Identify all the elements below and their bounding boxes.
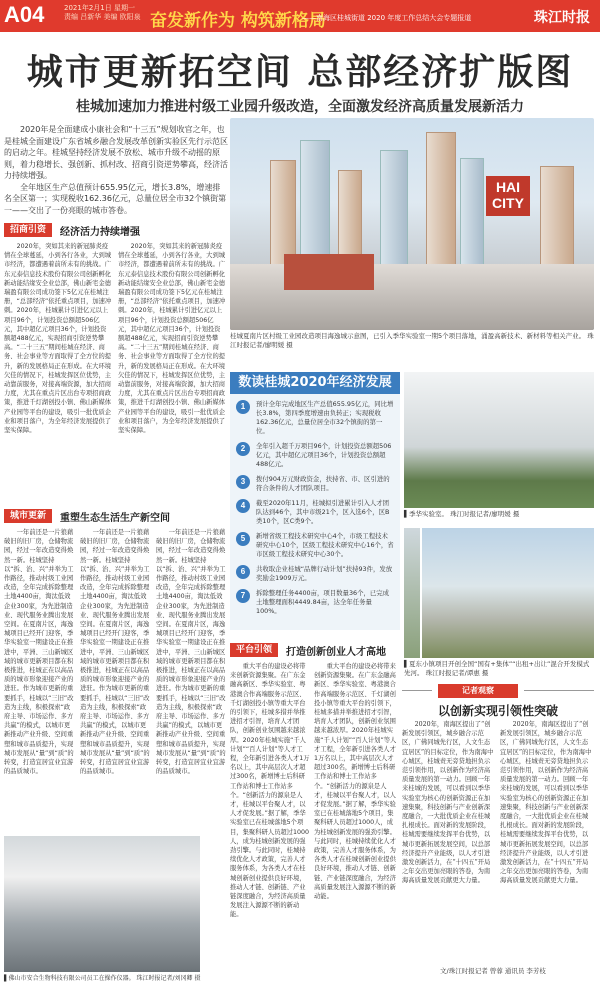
lead-p2: 全年地区生产总值预计655.95亿元，增长3.8%，增速排名全区第一；实现税收162.36亿元，总量位居全市32个镇街第一——交出了一份亮眼的城市答卷。 [4, 182, 227, 215]
data-item [236, 589, 394, 616]
section-label: 招商引资 [4, 223, 52, 237]
section-investment-text-2 [118, 242, 226, 504]
divider [524, 690, 594, 691]
lab-worker-caption: ▌佛山市安合生物科技有限公司员工在操作仪器。 珠江时报记者/刘冈卿 摄 [4, 975, 201, 982]
date-line-2: 责编 吕新华 美编 欧阳泉 [64, 13, 141, 21]
commentary-credit: 文/珠江时报记者 曾蓉 通讯员 李芳枝 [440, 967, 546, 975]
section-renewal-text-3 [156, 528, 228, 828]
section-investment-text [4, 242, 112, 504]
lab-photo [404, 372, 594, 508]
town-photo-caption: ▌夏东小镇项目开创全国“国有+集体”“出租+出让”混合开发模式先河。 珠江时报记者/谭惠 摄 [404, 660, 590, 677]
section-body: 一年前还是一片狼藉破旧的旧厂房，仓储物流园，经过一年改造变得焕然一新。桂城坚持以“拆、治、兴”并举为工作路径，推动村级工业园改造，全年完成拆除整理土地4400亩，淘汰低效企业300家，为先进制造业、现代服务业腾出发展空间。在夏南片区，海逸城项目已经开门迎客，季华实验室一期建设正在推进中，平洲、三山新城区域的城市更新项目都在积极推进，桂城正在以高品质的城市形象迎接产业的进驻。作为城市更新的重要抓手，桂城以“三旧”改造为主线，积极探索“政府主导、市场运作、多方共赢”的模式，以城市更新推动产业升级、空间重塑和城市品质提升，实现城市发展从“量”到“质”的转变，打造宜居宜业宜游的品质城市。 [4, 529, 74, 776]
lead-p1: 2020年是全面建成小康社会和“十三五”规划收官之年，也是桂城全面建设广东省城乡融合发展改革创新实验区先行示范区的启动之年。桂城坚持经济发展不放松、城市升级不动摇的原则，着力稳增长、强创新、抓村改、招商引资逆势攀高，经济活力持续增强。 [4, 125, 228, 180]
data-item-number: 6 [236, 565, 250, 579]
lead-paragraph [4, 124, 228, 216]
data-item-number: 1 [236, 400, 250, 414]
commentary-text-2 [500, 720, 594, 958]
brand-logo: 珠江时报 [534, 10, 590, 26]
date-line-1: 2021年2月1日 星期一 [64, 4, 135, 12]
data-box-title: 数读桂城2020年经济发展 [230, 372, 400, 394]
data-item-text: 截至2020年11月，桂城拟引进累计引入人才团队达到46个，其中市级21个，区入选6个，区B类10个，区C类9个。 [256, 499, 390, 525]
data-item [236, 442, 394, 469]
data-item-text: 拆除整理任务4400亩，项目数量36个，已完成土地整理面积4449.84亩，达全年任务量100%。 [256, 589, 390, 615]
data-item-text: 拨付904万元财政资金，扶持省、市、区引进的符合条件的人才团队项目。 [256, 475, 390, 492]
section-renewal-head [4, 508, 170, 524]
data-item [236, 532, 394, 559]
data-item [236, 499, 394, 526]
hai-city-sign: HAI CITY [486, 176, 530, 216]
header-slogan: 奋发新作为 构筑新格局 [150, 11, 326, 31]
section-platform-head [230, 642, 386, 658]
column-name: ——南海区桂城街道 2020 年度工作总结大会专题报道 [302, 14, 472, 22]
commentary-body: 2020年，南海区提出了“创新发展引领区，城乡融合示范区，广佛同城先行区，人文生态宜居区”的目标定位，作为南海中心城区，桂城责无旁贷地担负示范引领作用，以创新作为经济高质量发展的第一动力。回顾一年来桂城的发展，可以看到以季华实验室为核心的创新资源正在加速集聚，科技创新与产业创新深度融合，一大批优质企业在桂城扎根成长。面对新的发展阶段，桂城需要继续发挥平台优势，以城市更新拓展发展空间，以总部经济提升产业能级，以人才引进激发创新活力，在“十四五”开局之年交出更加亮眼的答卷，为南海高质量发展贡献更大力量。 [402, 721, 494, 885]
section-body-cont: 一年前还是一片狼藉破旧的旧厂房，仓储物流园，经过一年改造变得焕然一新。桂城坚持以“拆、治、兴”并举为工作路径，推动村级工业园改造，全年完成拆除整理土地4400亩，淘汰低效企业300家，为先进制造业、现代服务业腾出发展空间。在夏南片区，海逸城项目已经开门迎客，季华实验室一期建设正在推进中，平洲、三山新城区域的城市更新项目都在积极推进，桂城正在以高品质的城市形象迎接产业的进驻。作为城市更新的重要抓手，桂城以“三旧”改造为主线，积极探索“政府主导、市场运作、多方共赢”的模式，以城市更新推动产业升级、空间重塑和城市品质提升，实现城市发展从“量”到“质”的转变，打造宜居宜业宜游的品质城市。 [156, 529, 226, 776]
section-body-cont: 一年前还是一片狼藉破旧的旧厂房，仓储物流园，经过一年改造变得焕然一新。桂城坚持以“拆、治、兴”并举为工作路径，推动村级工业园改造，全年完成拆除整理土地4400亩，淘汰低效企业300家，为先进制造业、现代服务业腾出发展空间。在夏南片区，海逸城项目已经开门迎客，季华实验室一期建设正在推进中，平洲、三山新城区域的城市更新项目都在积极推进，桂城正在以高品质的城市形象迎接产业的进驻。作为城市更新的重要抓手，桂城以“三旧”改造为主线，积极探索“政府主导、市场运作、多方共赢”的模式，以城市更新推动产业升级、空间重塑和城市品质提升，实现城市发展从“量”到“质”的转变，打造宜居宜业宜游的品质城市。 [80, 529, 150, 776]
commentary-body-cont: 2020年，南海区提出了“创新发展引领区，城乡融合示范区，广佛同城先行区，人文生态宜居区”的目标定位，作为南海中心城区，桂城责无旁贷地担负示范引领作用，以创新作为经济高质量发展的第一动力。回顾一年来桂城的发展，可以看到以季华实验室为核心的创新资源正在加速集聚，科技创新与产业创新深度融合，一大批优质企业在桂城扎根成长。面对新的发展阶段，桂城需要继续发挥平台优势，以城市更新拓展发展空间，以总部经济提升产业能级，以人才引进激发创新活力，在“十四五”开局之年交出更加亮眼的答卷，为南海高质量发展贡献更大力量。 [500, 721, 592, 885]
data-item-text: 全年引入超千万项目96个，计划投资总额超506亿元，其中超亿元项目36个，计划投资总额超488亿元。 [256, 442, 392, 468]
section-title: 经济活力持续增强 [60, 226, 141, 238]
data-item [236, 400, 394, 436]
main-photo [230, 118, 594, 330]
section-renewal-text [4, 528, 76, 828]
town-photo [422, 528, 594, 658]
data-item-number: 3 [236, 475, 250, 489]
section-body: 2020年，突如其来的新冠肺炎疫情在全球蔓延，小到各行各业，大到城市经济，都遭遇着前所未有的挑战。广东元泰信息技术股份有限公司创新孵化新动能结缘安全业总部，佛山新宅金德瑞盈有限公司成功签下5亿元在桂城注册，“总部经济”依托重点项目，加速冲刺。2020年，桂城累计引进亿元以上项目96个，计划投资总额超506亿元，其中超亿元项目36个，计划投资额超488亿元，实现招商引资逆势攀高。“二十三五”期间桂城在经济、商务、社会事业等方面取得了全方位的提升，新的发展格局正在形成。在大环境欠佳的情况下，桂城发挥区位优势，主动靠前服务，对接高端资源，加大招商力度，尤其在重点片区出台专项招商政策，推进千灯湖创投小镇、佛山新媒体产业园等平台的建设，吸引一批优质企业和项目落户，为全年经济发展提供了坚实保障。 [4, 243, 112, 435]
section-renewal-text-2 [80, 528, 152, 828]
section-platform-text [230, 662, 310, 962]
lab-photo-caption: ▌季华实验室。 珠江时报记者/廖明媛 摄 [404, 510, 520, 518]
data-item-number: 5 [236, 532, 250, 546]
data-item-number: 7 [236, 589, 250, 603]
data-item-text: 新增省级工程技术研究中心4个，市级工程技术研究中心10个，区级工程技术研究中心16个，省市区级工程技术研究中心30个。 [256, 532, 394, 558]
section-title: 打造创新创业人才高地 [286, 646, 387, 658]
data-box [230, 372, 400, 630]
data-item-number: 4 [236, 499, 250, 513]
commentary-text [402, 720, 496, 958]
section-label: 平台引领 [230, 643, 278, 657]
lab-worker-photo [4, 836, 200, 972]
section-body: 重大平台的建设必将带来创新资源集聚。在广东金融高新区、季华实验室、粤港澳合作高端服务示范区、千灯湖创投小镇等重大平台的引领下，桂城多措并举推进招才引智，培育人才团队，创新创业氛围越来越浓厚。2020年桂城实施“千人计划”“百人计划”等人才工程，全年新引进各类人才1万名以上，其中高层次人才超过300名，新增博士后科研工作站和博士工作站多个。“创新活力的源泉是人才，桂城以平台聚人才，以人才促发展。”据了解，季华实验室已在桂城落地5个项目，集聚科研人员超过1000人，成为桂城创新发展的强劲引擎。与此同时，桂城持续优化人才政策，完善人才服务体系，为各类人才在桂城创新创业提供良好环境，推动人才链、创新链、产业链深度融合，为经济高质量发展注入源源不断的新动能。 [230, 663, 310, 919]
divider [402, 690, 432, 691]
commentary-title: 以创新实现引领性突破 [437, 704, 558, 718]
main-photo-caption: 桂城夏南片区村级工业园改造项目海逸城示意图，已引入季华实验室一期5个项目落地，涌盈高新技术、新材料等相关产业。 珠江时报记者/廖明媛 摄 [230, 332, 594, 349]
data-item-text: 预计全年完成地区生产总值655.95亿元，同比增长3.8%，第四季度增速由负转正；实现税收162.36亿元，总量位居全市32个镇街的第一位。 [256, 400, 394, 435]
commentary-label: 记者观察 [438, 684, 518, 698]
section-body-cont: 重大平台的建设必将带来创新资源集聚。在广东金融高新区、季华实验室、粤港澳合作高端服务示范区、千灯湖创投小镇等重大平台的引领下，桂城多措并举推进招才引智，培育人才团队，创新创业氛围越来越浓厚。2020年桂城实施“千人计划”“百人计划”等人才工程，全年新引进各类人才1万名以上，其中高层次人才超过300名，新增博士后科研工作站和博士工作站多个。“创新活力的源泉是人才，桂城以平台聚人才，以人才促发展。”据了解，季华实验室已在桂城落地5个项目，集聚科研人员超过1000人，成为桂城创新发展的强劲引擎。与此同时，桂城持续优化人才政策，完善人才服务体系，为各类人才在桂城创新创业提供良好环境，推动人才链、创新链、产业链深度融合，为经济高质量发展注入源源不断的新动能。 [314, 663, 397, 901]
data-item-text: 共收取企业桂城“品牌行动计划”扶持93件，发放奖励金1909万元。 [256, 565, 393, 582]
headline: 城市更新拓空间 总部经济扩版图 [26, 52, 574, 93]
subheadline: 桂城加速加力推进村级工业园升级改造，全面激发经济高质量发展新活力 [76, 99, 524, 115]
side-photo [404, 528, 420, 658]
section-platform-text-2 [314, 662, 398, 962]
section-body-cont: 2020年，突如其来的新冠肺炎疫情在全球蔓延，小到各行各业，大到城市经济，都遭遇着前所未有的挑战。广东元泰信息技术股份有限公司创新孵化新动能结缘安全业总部，佛山新宅金德瑞盈有限公司成功签下5亿元在桂城注册，“总部经济”依托重点项目，加速冲刺。2020年，桂城累计引进亿元以上项目96个，计划投资总额超506亿元，其中超亿元项目36个，计划投资额超488亿元，实现招商引资逆势攀高。“二十三五”期间桂城在经济、商务、社会事业等方面取得了全方位的提升，新的发展格局正在形成。在大环境欠佳的情况下，桂城发挥区位优势，主动靠前服务，对接高端资源，加大招商力度，尤其在重点片区出台专项招商政策，推进千灯湖创投小镇、佛山新媒体产业园等平台的建设，吸引一批优质企业和项目落户，为全年经济发展提供了坚实保障。 [118, 243, 226, 435]
page-header [0, 0, 600, 32]
section-investment-head [4, 222, 140, 238]
date-line [64, 4, 141, 22]
data-item [236, 475, 394, 493]
section-label: 城市更新 [4, 509, 52, 523]
page-code: A04 [4, 2, 45, 27]
data-item [236, 565, 394, 583]
data-item-number: 2 [236, 442, 250, 456]
section-title: 重塑生态生活生产新空间 [60, 512, 171, 524]
